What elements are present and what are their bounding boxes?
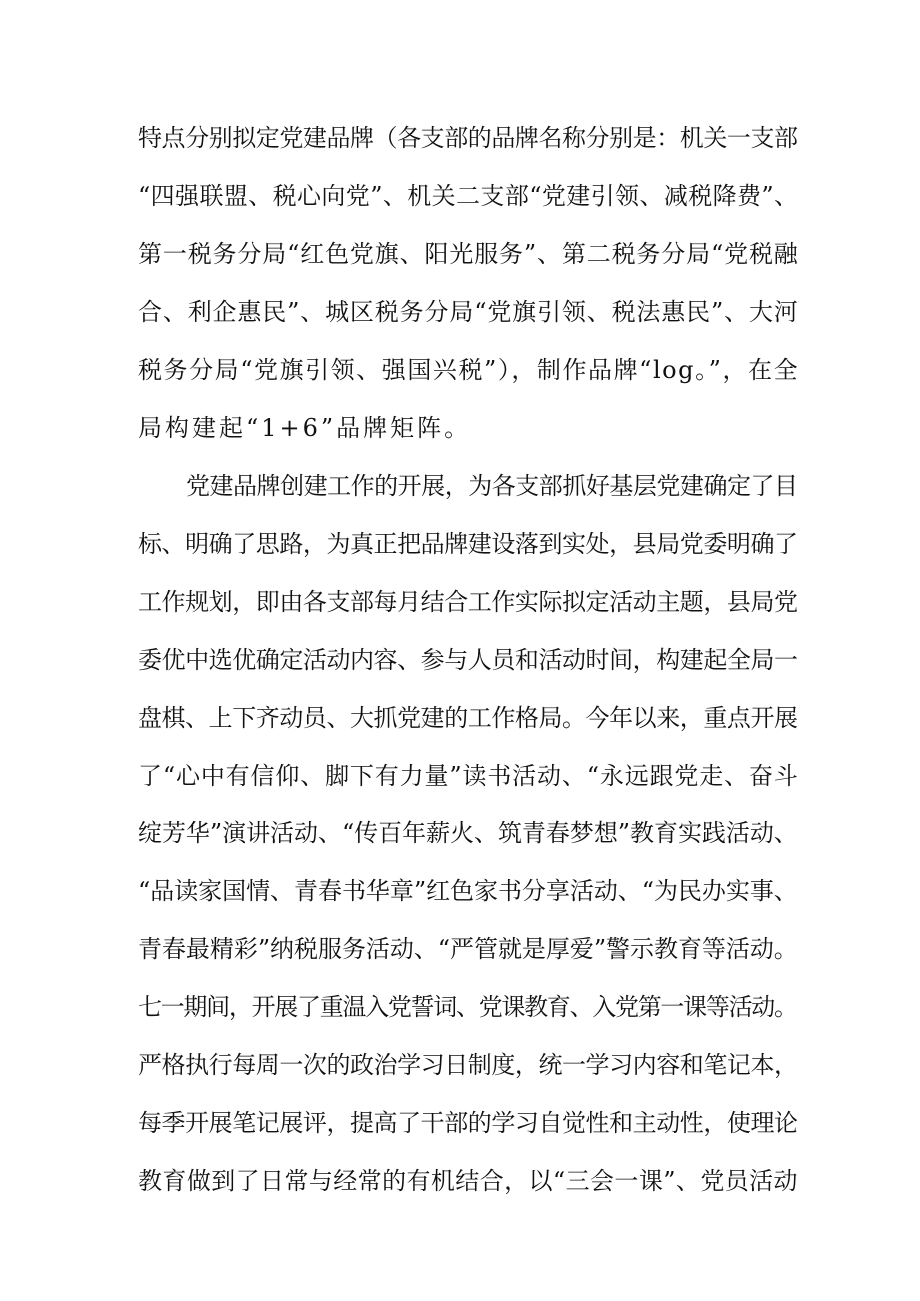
paragraph-line: 工作规划，即由各支部每月结合工作实际拟定活动主题，县局党 bbox=[138, 587, 798, 616]
paragraph-line: 每季开展笔记展评，提高了干部的学习自觉性和主动性，使理论 bbox=[138, 1108, 798, 1137]
paragraph-line: 严格执行每周一次的政治学习日制度，统一学习内容和笔记本， bbox=[138, 1051, 798, 1079]
paragraph-line: 盘棋、上下齐动员、大抓党建的工作格局。今年以来，重点开展 bbox=[138, 703, 798, 732]
paragraph-line: 标、明确了思路，为真正把品牌建设落到实处，县局党委明确了 bbox=[138, 529, 798, 558]
paragraph-line: 青春最精彩”纳税服务活动、“严管就是厚爱”警示教育等活动。 bbox=[138, 935, 798, 964]
paragraph-line: 七一期间，开展了重温入党誓词、党课教育、入党第一课等活动。 bbox=[138, 993, 797, 1022]
paragraph-line: 党建品牌创建工作的开展，为各支部抓好基层党建确定了目 bbox=[186, 472, 798, 500]
paragraph-line: 委优中选优确定活动内容、参与人员和活动时间，构建起全局一 bbox=[138, 645, 798, 674]
paragraph-line: 特点分别拟定党建品牌（各支部的品牌名称分别是：机关一支部 bbox=[138, 124, 798, 152]
paragraph-line: 第一税务分局“红色党旗、阳光服务”、第二税务分局“党税融 bbox=[138, 239, 799, 268]
paragraph-line: 合、利企惠民”、城区税务分局“党旗引领、税法惠民”、大河 bbox=[138, 297, 799, 326]
paragraph-line: 局构建起“1+6”品牌矩阵。 bbox=[138, 413, 472, 442]
paragraph-line: 税务分局“党旗引领、强国兴税”），制作品牌“log。”，在全 bbox=[138, 355, 800, 384]
paragraph-line: 教育做到了日常与经常的有机结合，以“三会一课”、党员活动 bbox=[138, 1166, 798, 1195]
paragraph-line: “四强联盟、税心向党”、机关二支部“党建引领、减税降费”、 bbox=[138, 181, 799, 210]
paragraph-line: 绽芳华”演讲活动、“传百年薪火、筑青春梦想”教育实践活动、 bbox=[138, 819, 798, 848]
paragraph-line: “品读家国情、青春书华章”红色家书分享活动、“为民办实事、 bbox=[138, 877, 798, 906]
paragraph-line: 了“心中有信仰、脚下有力量”读书活动、“永远跟党走、奋斗 bbox=[138, 761, 799, 790]
